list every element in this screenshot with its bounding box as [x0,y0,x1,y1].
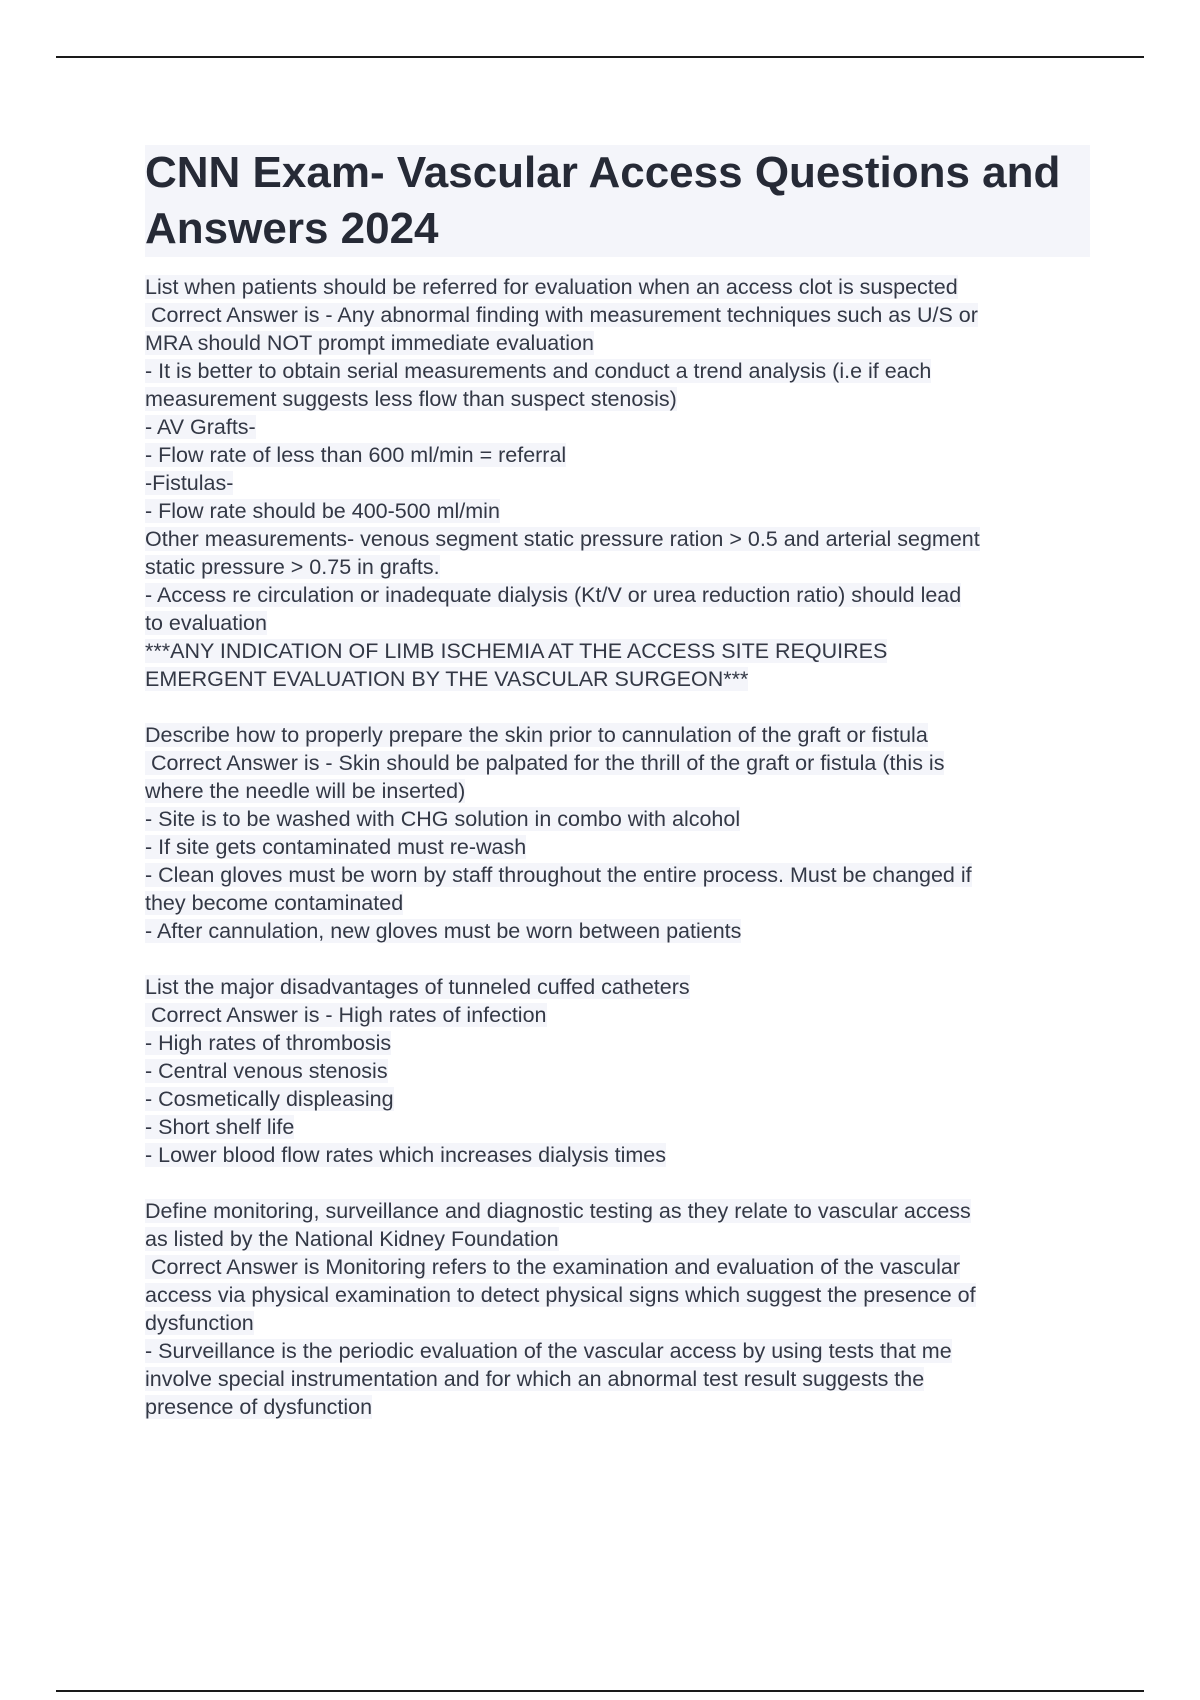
answer-line: Correct Answer is Monitoring refers to the examination and evaluation of the vascular [145,1255,961,1279]
answer-line: - It is better to obtain serial measurements and conduct a trend analysis (i.e if each [145,359,932,383]
qa-sections [145,273,1090,1421]
qa-block [145,721,1090,945]
answer-line: they become contaminated [145,891,404,915]
answer-line: MRA should NOT prompt immediate evaluation [145,331,594,355]
answer-line: to evaluation [145,611,267,635]
answer-line: - If site gets contaminated must re-wash [145,835,527,859]
title-block [145,145,1090,257]
answer-line: where the needle will be inserted) [145,779,466,803]
question-text: Describe how to properly prepare the skin prior to cannulation of the graft or fistula [145,723,928,747]
answer-line: - Lower blood flow rates which increases dialysis times [145,1143,666,1167]
answer-line: involve special instrumentation and for which an abnormal test result suggests the [145,1367,925,1391]
answer-line: measurement suggests less flow than suspect stenosis) [145,387,677,411]
bottom-rule [56,1690,1144,1692]
answer-line: - Clean gloves must be worn by staff throughout the entire process. Must be changed if [145,863,972,887]
answer-line: - Surveillance is the periodic evaluation of the vascular access by using tests that me [145,1339,952,1363]
answer-line: - Central venous stenosis [145,1059,388,1083]
answer-line: - Short shelf life [145,1115,295,1139]
qa-block [145,1197,1090,1421]
qa-block [145,973,1090,1169]
answer-line: - After cannulation, new gloves must be worn between patients [145,919,742,943]
answer-line: static pressure > 0.75 in grafts. [145,555,440,579]
top-rule [56,56,1144,58]
answer-line: - Cosmetically displeasing [145,1087,394,1111]
answer-line: - AV Grafts- [145,415,256,439]
answer-line: - Site is to be washed with CHG solution in combo with alcohol [145,807,741,831]
answer-line: - Flow rate should be 400-500 ml/min [145,499,500,523]
answer-line: -Fistulas- [145,471,234,495]
question-text: List when patients should be referred for evaluation when an access clot is suspected [145,275,958,299]
answer-line: presence of dysfunction [145,1395,373,1419]
answer-line: - High rates of thrombosis [145,1031,392,1055]
document-body [145,145,1090,1449]
qa-block [145,273,1090,693]
question-text: List the major disadvantages of tunneled cuffed catheters [145,975,690,999]
answer-line: ***ANY INDICATION OF LIMB ISCHEMIA AT THE ACCESS SITE REQUIRES [145,639,888,663]
answer-line: - Access re circulation or inadequate dialysis (Kt/V or urea reduction ratio) should lead [145,583,962,607]
answer-line: Correct Answer is - Any abnormal finding with measurement techniques such as U/S or [145,303,978,327]
answer-line: Other measurements- venous segment static pressure ration > 0.5 and arterial segment [145,527,980,551]
answer-line: dysfunction [145,1311,254,1335]
answer-line: Correct Answer is - High rates of infection [145,1003,547,1027]
answer-line: EMERGENT EVALUATION BY THE VASCULAR SURGEON*** [145,667,749,691]
answer-line: as listed by the National Kidney Foundation [145,1227,559,1251]
answer-line: - Flow rate of less than 600 ml/min = referral [145,443,567,467]
question-text: Define monitoring, surveillance and diagnostic testing as they relate to vascular access [145,1199,971,1223]
document-title: CNN Exam- Vascular Access Questions and Answers 2024 [145,148,1061,253]
answer-line: Correct Answer is - Skin should be palpated for the thrill of the graft or fistula (this is [145,751,945,775]
answer-line: access via physical examination to detect physical signs which suggest the presence of [145,1283,976,1307]
